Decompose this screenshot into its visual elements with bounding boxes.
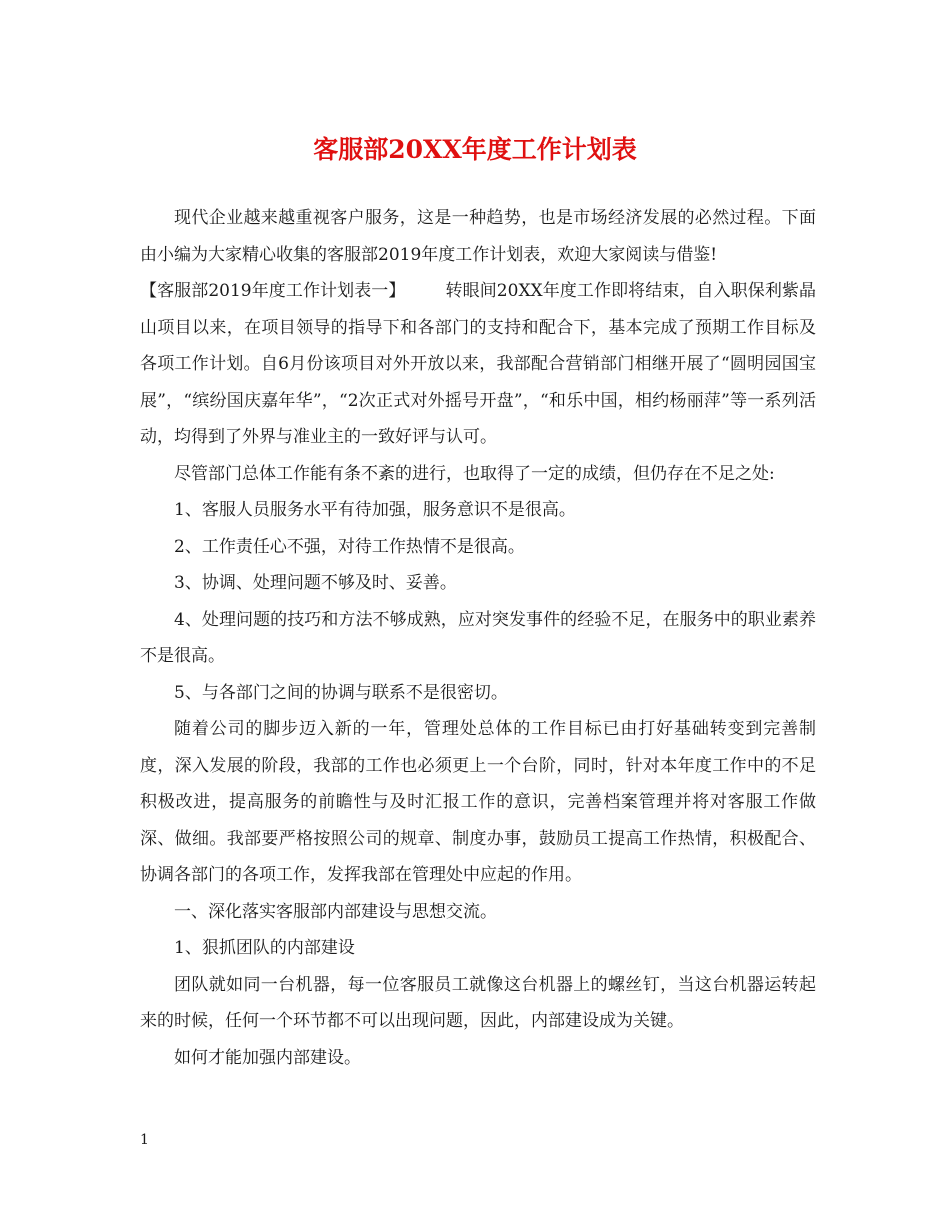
document-body (140, 200, 816, 1076)
paragraph-review: 转眼间20XX年度工作即将结束，自入职保利紫晶山项目以来，在项目领导的指导下和各部门的支持和配合下，基本完成了预期工作目标及各项工作计划。自6月份该项目对外开放以来，我部配合营销部门相继开展了“圆明园国宝展”，“缤纷国庆嘉年华”，“2次正式对外摇号开盘”，“和乐中国，相约杨丽萍”等一系列活动，均得到了外界与准业主的一致好评与认可。 (140, 281, 817, 447)
paragraph-section-heading (140, 273, 816, 456)
list-item: 3、协调、处理问题不够及时、妥善。 (174, 573, 457, 593)
paragraph-team: 团队就如同一台机器，每一位客服员工就像这台机器上的螺丝钉，当这台机器运转起来的时候，任何一个环节都不可以出现问题，因此，内部建设成为关键。 (140, 974, 816, 1031)
document-title: 客服部20XX年度工作计划表 (313, 135, 637, 164)
page-number: 1 (140, 1132, 149, 1148)
paragraph-heading-1: 一、深化落实客服部内部建设与思想交流。 (174, 901, 497, 922)
paragraph-question: 如何才能加强内部建设。 (174, 1047, 361, 1068)
list-item: 1、客服人员服务水平有待加强，服务意识不是很高。 (174, 500, 576, 520)
list-item: 5、与各部门之间的协调与联系不是很密切。 (174, 682, 508, 703)
paragraph-intro: 现代企业越来越重视客户服务，这是一种趋势，也是市场经济发展的必然过程。下面由小编为大家精心收集的客服部2019年度工作计划表，欢迎大家阅读与借鉴! (140, 208, 816, 265)
list-item: 4、处理问题的技巧和方法不够成熟，应对突发事件的经验不足，在服务中的职业素养不是很高。 (140, 609, 816, 666)
paragraph-shortcomings: 尽管部门总体工作能有条不紊的进行，也取得了一定的成绩，但仍存在不足之处: (174, 463, 775, 484)
section-heading: 【客服部2019年度工作计划表一】 (140, 281, 406, 301)
paragraph-plan: 随着公司的脚步迈入新的一年，管理处总体的工作目标已由打好基础转变到完善制度，深入发展的阶段，我部的工作也必须更上一个台阶，同时，针对本年度工作中的不足积极改进，提高服务的前瞻性与及时汇报工作的意识，完善档案管理并将对客服工作做深、做细。我部要严格按照公司的规章、制度办事，鼓励员工提高工作热情，积极配合、协调各部门的各项工作，发挥我部在管理处中应起的作用。 (140, 719, 816, 885)
list-item: 2、工作责任心不强，对待工作热情不是很高。 (174, 536, 525, 557)
paragraph-subheading-1: 1、狠抓团队的内部建设 (174, 938, 355, 958)
